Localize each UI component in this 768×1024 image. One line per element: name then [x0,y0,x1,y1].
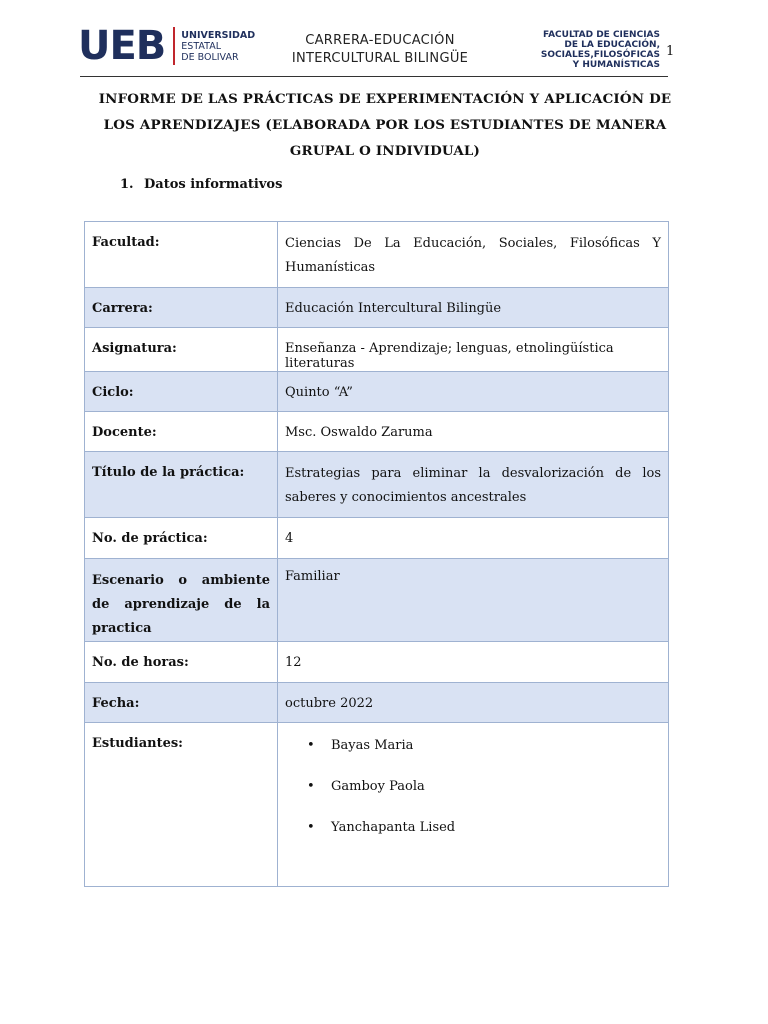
document-title [90,86,680,164]
table-row [85,328,669,372]
document-title-line: INFORME DE LAS PRÁCTICAS DE EXPERIMENTACIÓN Y APLICACIÓN DE [98,91,672,107]
row-label: Facultad: [85,222,278,288]
row-value: Educación Intercultural Bilingüe [278,288,669,328]
row-label: No. de horas: [85,642,278,683]
bullet-icon: • [307,779,315,794]
row-value: Estrategias para eliminar la desvalorización de los saberes y conocimientos ancestrales [278,452,669,518]
table-row [85,222,669,288]
table-row [85,452,669,518]
row-value: octubre 2022 [278,683,669,723]
faculty-logo-line: Y HUMANÍSTICAS [572,60,660,70]
logo-line-2: ESTATAL [181,40,222,52]
logo-line-3: DE BOLIVAR [181,51,239,63]
row-label: Escenario o ambiente de aprendizaje de la practica [85,559,278,642]
row-value: 4 [278,518,669,559]
faculty-logo-line: FACULTAD DE CIENCIAS [542,30,660,40]
row-value: Msc. Oswaldo Zaruma [278,412,669,452]
row-label: Título de la práctica: [85,452,278,518]
list-item [307,818,661,859]
table-row [85,683,669,723]
career-title [250,32,510,68]
student-name: Yanchapanta Lised [331,820,456,835]
list-item [307,777,661,818]
table-row [85,559,669,642]
ueb-logo-text [181,30,255,63]
student-name: Bayas Maria [331,738,414,753]
header-divider [80,76,668,77]
student-name: Gamboy Paola [331,779,425,794]
section-number: 1. [120,177,134,192]
logo-line-1: UNIVERSIDAD [181,29,256,41]
table-row [85,518,669,559]
row-value: 12 [278,642,669,683]
row-value [278,723,669,887]
ueb-logo-mark: UEB [78,23,166,69]
table-row [85,642,669,683]
row-value: Enseñanza - Aprendizaje; lenguas, etnolingüística literaturas [278,328,669,372]
section-label: Datos informativos [144,177,283,192]
row-label: Estudiantes: [85,723,278,887]
faculty-logo [528,30,660,70]
table-row [85,372,669,412]
row-value: Quinto “A” [278,372,669,412]
row-label: Asignatura: [85,328,278,372]
info-table [84,221,669,887]
row-label: No. de práctica: [85,518,278,559]
row-label: Docente: [85,412,278,452]
document-title-line: LOS APRENDIZAJES (ELABORADA POR LOS ESTUDIANTES DE MANERA [103,117,667,133]
ueb-logo [78,23,256,69]
row-label: Fecha: [85,683,278,723]
row-label: Ciclo: [85,372,278,412]
row-value: Familiar [278,559,669,642]
career-title-line-1: CARRERA-EDUCACIÓN [305,33,455,48]
bullet-icon: • [307,820,315,835]
row-label: Carrera: [85,288,278,328]
students-list [285,736,661,859]
table-row [85,723,669,887]
document-title-line: GRUPAL O INDIVIDUAL) [289,143,481,159]
faculty-logo-line: DE LA EDUCACIÓN, [564,40,660,50]
list-item [307,736,661,777]
career-title-line-2: INTERCULTURAL BILINGÜE [291,51,469,66]
page-header [0,0,768,80]
section-heading [120,177,282,192]
table-row [85,412,669,452]
page-number: 1 [666,44,675,59]
row-value: Ciencias De La Educación, Sociales, Filosóficas Y Humanísticas [278,222,669,288]
table-row [85,288,669,328]
logo-divider [173,27,175,65]
faculty-logo-line: SOCIALES,FILOSÓFICAS [540,50,660,60]
bullet-icon: • [307,738,315,753]
